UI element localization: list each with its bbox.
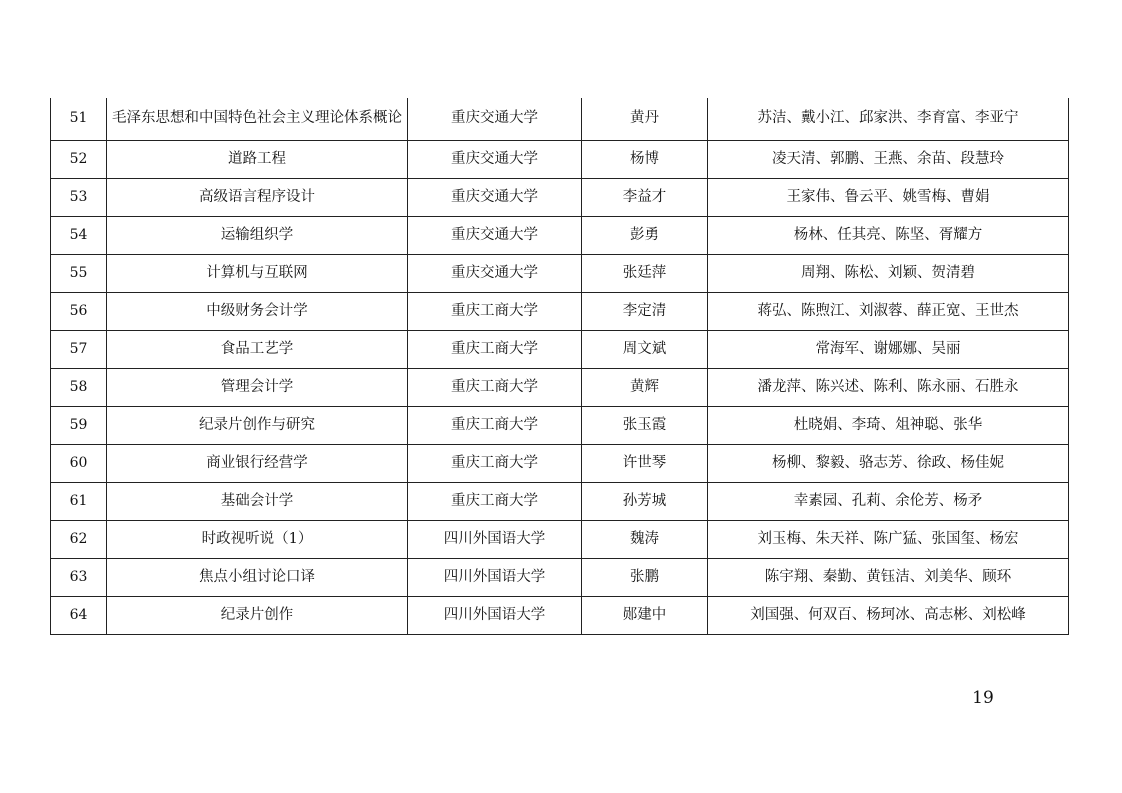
table-row <box>51 444 1069 482</box>
school-cell: 四川外国语大学 <box>408 596 582 634</box>
row-number-cell: 61 <box>51 482 107 520</box>
row-number-cell: 63 <box>51 558 107 596</box>
school-cell: 重庆交通大学 <box>408 254 582 292</box>
course-leader-cell: 孙芳城 <box>582 482 708 520</box>
team-members-cell: 幸素园、孔莉、余伦芳、杨矛 <box>708 482 1069 520</box>
school-cell: 四川外国语大学 <box>408 558 582 596</box>
course-leader-cell: 李益才 <box>582 178 708 216</box>
school-cell: 重庆工商大学 <box>408 482 582 520</box>
course-leader-cell: 周文斌 <box>582 330 708 368</box>
course-leader-cell: 魏涛 <box>582 520 708 558</box>
team-members-cell: 常海军、谢娜娜、吴丽 <box>708 330 1069 368</box>
team-members-cell: 蒋弘、陈煦江、刘淑蓉、薛正宽、王世杰 <box>708 292 1069 330</box>
team-members-cell: 杜晓娟、李琦、俎神聪、张华 <box>708 406 1069 444</box>
row-number-cell: 57 <box>51 330 107 368</box>
course-name-cell: 运输组织学 <box>107 216 408 254</box>
row-number-cell: 64 <box>51 596 107 634</box>
row-number-cell: 53 <box>51 178 107 216</box>
table-row <box>51 140 1069 178</box>
row-number-cell: 51 <box>51 98 107 140</box>
course-name-cell: 纪录片创作 <box>107 596 408 634</box>
team-members-cell: 王家伟、鲁云平、姚雪梅、曹娟 <box>708 178 1069 216</box>
page-number: 19 <box>972 688 994 708</box>
row-number-cell: 58 <box>51 368 107 406</box>
row-number-cell: 55 <box>51 254 107 292</box>
school-cell: 重庆交通大学 <box>408 216 582 254</box>
table-row <box>51 368 1069 406</box>
team-members-cell: 潘龙萍、陈兴述、陈利、陈永丽、石胜永 <box>708 368 1069 406</box>
course-table-body <box>51 98 1069 634</box>
course-name-cell: 焦点小组讨论口译 <box>107 558 408 596</box>
course-leader-cell: 许世琴 <box>582 444 708 482</box>
school-cell: 重庆交通大学 <box>408 178 582 216</box>
school-cell: 重庆工商大学 <box>408 330 582 368</box>
course-name-cell: 时政视听说（1） <box>107 520 408 558</box>
school-cell: 重庆交通大学 <box>408 140 582 178</box>
course-name-cell: 高级语言程序设计 <box>107 178 408 216</box>
team-members-cell: 凌天清、郭鹏、王燕、余苗、段慧玲 <box>708 140 1069 178</box>
course-name-cell: 毛泽东思想和中国特色社会主义理论体系概论 <box>107 98 408 140</box>
table-row <box>51 520 1069 558</box>
course-name-cell: 基础会计学 <box>107 482 408 520</box>
course-name-cell: 计算机与互联网 <box>107 254 408 292</box>
course-table <box>50 98 1069 635</box>
course-name-cell: 道路工程 <box>107 140 408 178</box>
table-row <box>51 558 1069 596</box>
table-row <box>51 292 1069 330</box>
team-members-cell: 刘国强、何双百、杨珂冰、高志彬、刘松峰 <box>708 596 1069 634</box>
course-name-cell: 纪录片创作与研究 <box>107 406 408 444</box>
school-cell: 重庆工商大学 <box>408 444 582 482</box>
school-cell: 重庆工商大学 <box>408 406 582 444</box>
course-name-cell: 食品工艺学 <box>107 330 408 368</box>
row-number-cell: 62 <box>51 520 107 558</box>
table-row <box>51 254 1069 292</box>
table-row <box>51 482 1069 520</box>
course-leader-cell: 张廷萍 <box>582 254 708 292</box>
school-cell: 重庆工商大学 <box>408 292 582 330</box>
course-leader-cell: 郧建中 <box>582 596 708 634</box>
team-members-cell: 周翔、陈松、刘颖、贺清碧 <box>708 254 1069 292</box>
table-row <box>51 596 1069 634</box>
row-number-cell: 60 <box>51 444 107 482</box>
course-leader-cell: 张玉霞 <box>582 406 708 444</box>
course-leader-cell: 张鹏 <box>582 558 708 596</box>
table-row <box>51 178 1069 216</box>
table-row <box>51 330 1069 368</box>
course-name-cell: 中级财务会计学 <box>107 292 408 330</box>
team-members-cell: 杨柳、黎毅、骆志芳、徐政、杨佳妮 <box>708 444 1069 482</box>
course-leader-cell: 黄辉 <box>582 368 708 406</box>
course-name-cell: 商业银行经营学 <box>107 444 408 482</box>
course-leader-cell: 李定清 <box>582 292 708 330</box>
team-members-cell: 陈宇翔、秦勤、黄钰洁、刘美华、顾环 <box>708 558 1069 596</box>
course-leader-cell: 彭勇 <box>582 216 708 254</box>
row-number-cell: 59 <box>51 406 107 444</box>
team-members-cell: 杨林、任其亮、陈坚、胥耀方 <box>708 216 1069 254</box>
row-number-cell: 56 <box>51 292 107 330</box>
row-number-cell: 52 <box>51 140 107 178</box>
team-members-cell: 苏洁、戴小江、邱家洪、李育富、李亚宁 <box>708 98 1069 140</box>
row-number-cell: 54 <box>51 216 107 254</box>
team-members-cell: 刘玉梅、朱天祥、陈广猛、张国玺、杨宏 <box>708 520 1069 558</box>
school-cell: 重庆工商大学 <box>408 368 582 406</box>
table-row <box>51 216 1069 254</box>
course-leader-cell: 杨博 <box>582 140 708 178</box>
school-cell: 四川外国语大学 <box>408 520 582 558</box>
school-cell: 重庆交通大学 <box>408 98 582 140</box>
table-row <box>51 98 1069 140</box>
course-leader-cell: 黄丹 <box>582 98 708 140</box>
course-table-container <box>50 98 1068 635</box>
course-name-cell: 管理会计学 <box>107 368 408 406</box>
table-row <box>51 406 1069 444</box>
